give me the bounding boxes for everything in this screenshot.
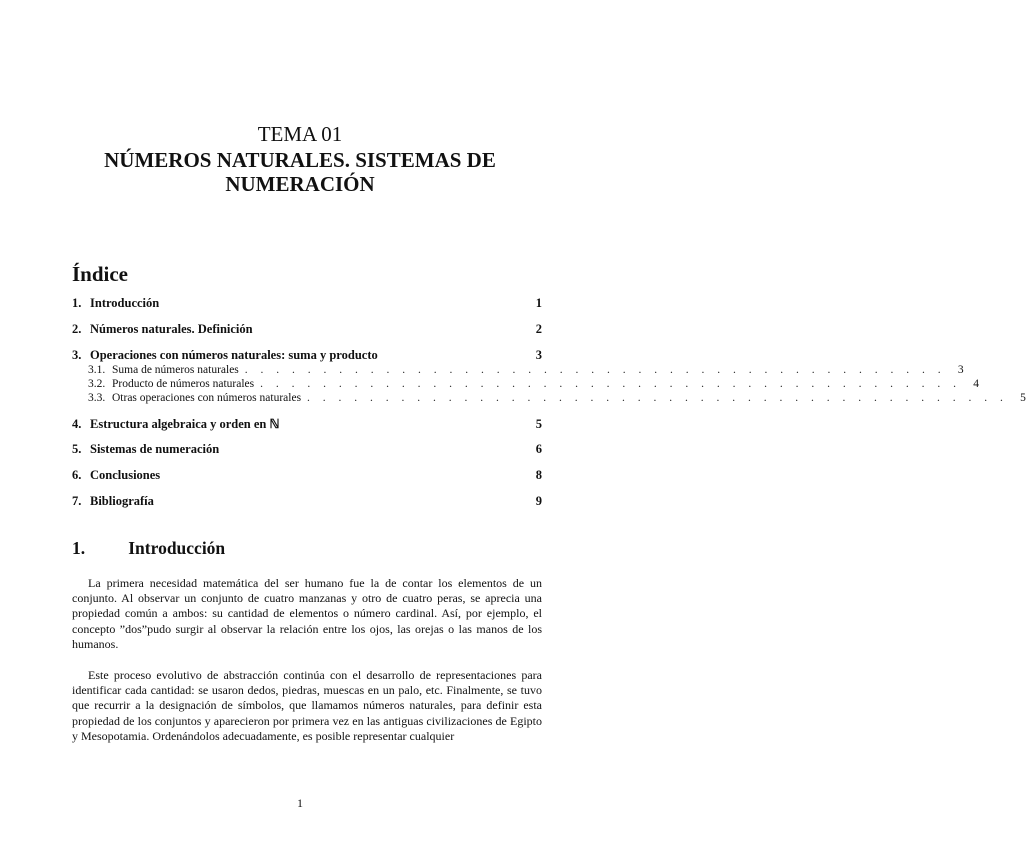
toc-entry-number: 1. <box>72 296 82 310</box>
document-title: NÚMEROS NATURALES. SISTEMAS DE NUMERACIÓN <box>104 148 496 196</box>
toc-subentry-label: Producto de números naturales <box>112 378 255 390</box>
toc-entry-number: 2. <box>72 322 82 336</box>
toc-subentry-producto[interactable] <box>72 378 979 392</box>
toc-entry-label: Números naturales. Definición <box>90 322 253 336</box>
toc-subentry-page: 3 <box>957 364 964 376</box>
toc-entry-label: Introducción <box>90 296 160 310</box>
toc-entry-page: 5 <box>535 417 542 431</box>
body-paragraph: Este proceso evolutivo de abstracción continúa con el desarrollo de representaciones para identificar cada cantidad: se usaron dedos, piedras, muescas en un palo, etc. Finalmente, se tuvo que recurrir a la designación de símbolos, que llamamos números naturales, para definir esta propiedad de los conjuntos y aparecieron por primera vez en las antiguas civilizaciones de Egipto y Mesopotamia. Ordenándolos adecuadamente, es posible representar cualquier <box>72 668 542 743</box>
toc-subentry-number: 3.2. <box>88 378 106 390</box>
toc-entry-number: 3. <box>72 348 82 362</box>
toc-subentry-page: 4 <box>973 378 979 390</box>
toc-subentry-label: Otras operaciones con números naturales <box>112 392 302 404</box>
toc-entry-introduccion[interactable] <box>72 296 542 322</box>
toc-entry-page: 6 <box>535 442 542 456</box>
toc-entry-page: 2 <box>535 322 542 336</box>
toc-entry-label: Estructura algebraica y orden en ℕ <box>90 417 280 431</box>
table-of-contents <box>72 296 1026 520</box>
toc-entry-operaciones[interactable] <box>72 348 542 364</box>
toc-entry-page: 8 <box>535 468 542 482</box>
toc-entry-label: Sistemas de numeración <box>90 442 220 456</box>
index-heading: Índice <box>72 262 129 286</box>
toc-entry-number: 6. <box>72 468 82 482</box>
toc-entry-page: 3 <box>535 348 542 362</box>
toc-entry-bibliografia[interactable] <box>72 494 542 520</box>
toc-entry-numeros-naturales[interactable] <box>72 322 542 348</box>
tema-label: TEMA 01 <box>257 122 343 146</box>
toc-entry-label: Bibliografía <box>90 494 154 508</box>
body-paragraph: La primera necesidad matemática del ser humano fue la de contar los elementos de un conjunto. Al observar un conjunto de cuatro manzanas y otro de cuatro peras, se aprecia una propiedad común a ambos: su cantidad de elementos o número cardinal. Así, por ejemplo, el concepto ”dos”pudo surgir al observar la relación entre los ojos, las orejas o las manos de los humanos. <box>72 576 542 651</box>
title-block <box>0 122 600 196</box>
toc-entry-estructura[interactable] <box>72 416 542 442</box>
toc-dot-leader: . . . . . . . . . . . . . . . . . . . . . . . . . . . . . . . . . . . . . . . . . . . . . <box>260 378 961 390</box>
toc-entry-conclusiones[interactable] <box>72 468 542 494</box>
toc-entry-label: Conclusiones <box>90 468 161 482</box>
toc-subentry-number: 3.1. <box>88 364 106 376</box>
toc-entry-page: 1 <box>535 296 542 310</box>
page-number: 1 <box>297 796 303 810</box>
toc-subentry-otras-operaciones[interactable] <box>72 392 1026 406</box>
toc-subentry-label: Suma de números naturales <box>112 364 239 376</box>
toc-entry-sistemas[interactable] <box>72 442 542 468</box>
toc-dot-leader: . . . . . . . . . . . . . . . . . . . . . . . . . . . . . . . . . . . . . . . . . . . . . <box>307 392 1008 404</box>
toc-subentry-page: 5 <box>1020 392 1026 404</box>
toc-entry-number: 4. <box>72 417 82 431</box>
toc-dot-leader: . . . . . . . . . . . . . . . . . . . . . . . . . . . . . . . . . . . . . . . . . . . . . <box>244 364 946 376</box>
toc-entry-number: 5. <box>72 442 82 456</box>
toc-subentry-number: 3.3. <box>88 392 106 404</box>
toc-subentry-suma[interactable] <box>72 364 964 378</box>
toc-entry-label: Operaciones con números naturales: suma y producto <box>90 348 378 362</box>
section-heading-introduccion: 1. Introducción <box>72 538 226 558</box>
toc-entry-page: 9 <box>535 494 542 508</box>
toc-entry-number: 7. <box>72 494 82 508</box>
